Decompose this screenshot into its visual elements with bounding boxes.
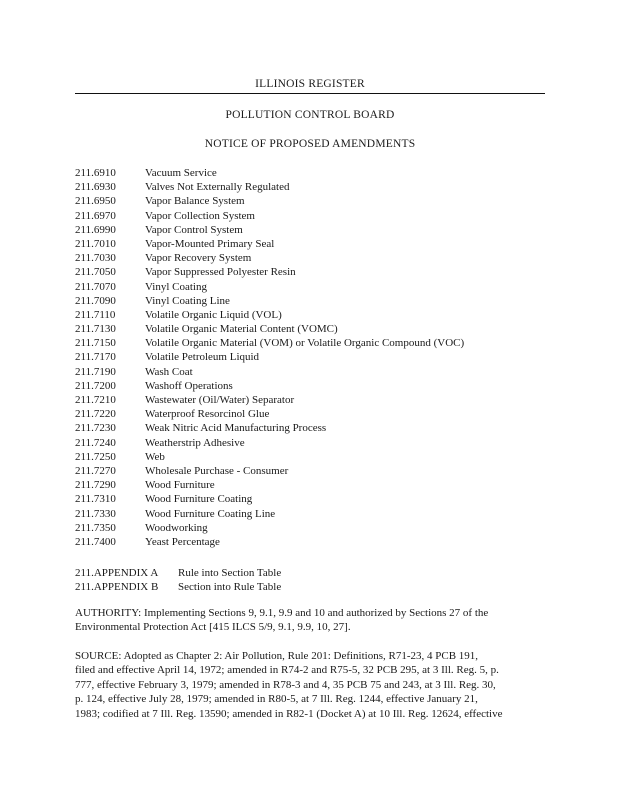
section-number: 211.6930: [75, 181, 116, 194]
section-title: Vapor Recovery System: [145, 252, 252, 265]
section-number: 211.6990: [75, 223, 116, 236]
section-title: Vapor Suppressed Polyester Resin: [145, 266, 296, 279]
appendix-row: [75, 566, 555, 580]
source-line: 777, effective February 3, 1979; amended in R78-3 and 4, 35 PCB 75 and 243, at 3 Ill. Reg. 30,: [75, 678, 496, 691]
section-row: [75, 379, 555, 393]
section-number: 211.7330: [75, 507, 116, 520]
header-rule: [75, 93, 545, 94]
section-number: 211.7110: [75, 308, 116, 321]
section-title: Valves Not Externally Regulated: [145, 181, 290, 194]
source-line: SOURCE: Adopted as Chapter 2: Air Pollution, Rule 201: Definitions, R71-23, 4 PCB 191,: [75, 650, 479, 662]
section-number: 211.7150: [75, 337, 116, 350]
section-number: 211.7230: [75, 422, 116, 435]
section-row: [75, 407, 555, 421]
source-line: 1983; codified at 7 Ill. Reg. 13590; amended in R82-1 (Docket A) at 10 Ill. Reg. 12624, effective: [75, 707, 503, 720]
section-list: [75, 166, 555, 549]
section-title: Wash Coat: [145, 365, 193, 378]
section-title: Wood Furniture: [145, 479, 215, 492]
section-row: [75, 535, 555, 549]
section-row: [75, 294, 555, 308]
section-title: Web: [145, 450, 165, 463]
authority-paragraph: [75, 606, 545, 635]
section-title: Vapor Balance System: [145, 195, 245, 208]
board-title: POLLUTION CONTROL BOARD: [225, 109, 395, 121]
section-row: [75, 464, 555, 478]
section-number: 211.6910: [75, 167, 116, 179]
section-title: Waterproof Resorcinol Glue: [145, 408, 270, 421]
section-title: Wholesale Purchase - Consumer: [145, 464, 289, 477]
section-title: Volatile Organic Liquid (VOL): [145, 308, 282, 321]
section-title: Vinyl Coating: [145, 280, 207, 293]
section-row: [75, 436, 555, 450]
section-row: [75, 280, 555, 294]
section-row: [75, 450, 555, 464]
section-number: 211.7290: [75, 479, 116, 492]
section-title: Washoff Operations: [145, 379, 233, 392]
section-number: 211.7170: [75, 351, 116, 364]
section-number: 211.7210: [75, 394, 116, 406]
section-row: [75, 478, 555, 492]
section-number: 211.7090: [75, 294, 116, 307]
section-number: 211.7350: [75, 521, 116, 534]
section-title: Volatile Organic Material Content (VOMC): [145, 323, 338, 336]
section-title: Section into Rule Table: [178, 581, 282, 594]
section-number: 211.7050: [75, 266, 116, 279]
section-number: 211.7250: [75, 450, 116, 463]
section-number: 211.7310: [75, 493, 116, 506]
section-number: 211.7010: [75, 237, 116, 250]
source-paragraph: [75, 649, 545, 721]
section-number: 211.7200: [75, 379, 116, 392]
section-number: 211.APPENDIX B: [75, 581, 159, 594]
source-line: filed and effective April 14, 1972; amended in R74-2 and R75-5, 32 PCB 295, at 3 Ill. Reg. 5, p.: [75, 664, 499, 677]
section-title: Volatile Petroleum Liquid: [145, 351, 260, 364]
appendix-list: [75, 566, 555, 594]
section-number: 211.7270: [75, 464, 116, 477]
section-row: [75, 421, 555, 435]
section-title: Wastewater (Oil/Water) Separator: [145, 394, 295, 406]
section-title: Vapor Control System: [145, 223, 243, 236]
section-row: [75, 507, 555, 521]
section-row: [75, 492, 555, 506]
section-title: Vapor Collection System: [145, 209, 255, 222]
section-number: 211.7130: [75, 323, 116, 336]
section-row: [75, 251, 555, 265]
section-title: Vapor-Mounted Primary Seal: [145, 237, 275, 250]
authority-line: Environmental Protection Act [415 ILCS 5/9, 9.1, 9.9, 10, 27].: [75, 621, 351, 634]
appendix-row: [75, 580, 555, 594]
section-number: 211.7030: [75, 252, 116, 265]
section-number: 211.6970: [75, 209, 116, 222]
authority-line: AUTHORITY: Implementing Sections 9, 9.1, 9.9 and 10 and authorized by Sections 27 of the: [75, 607, 489, 619]
section-title: Weak Nitric Acid Manufacturing Process: [145, 422, 327, 435]
section-title: Yeast Percentage: [145, 535, 220, 548]
section-row: [75, 365, 555, 379]
section-row: [75, 322, 555, 336]
section-title: Weatherstrip Adhesive: [145, 436, 245, 449]
section-title: Wood Furniture Coating Line: [145, 507, 276, 520]
section-number: 211.7070: [75, 280, 116, 293]
section-title: Rule into Section Table: [178, 567, 282, 579]
section-title: Woodworking: [145, 521, 208, 534]
section-number: 211.7400: [75, 535, 116, 548]
section-row: [75, 223, 555, 237]
register-header: ILLINOIS REGISTER: [255, 78, 365, 90]
source-line: p. 124, effective July 28, 1979; amended in R80-5, at 7 Ill. Reg. 1244, effective January 21,: [75, 693, 478, 706]
section-row: [75, 209, 555, 223]
section-row: [75, 166, 555, 180]
section-number: 211.6950: [75, 195, 116, 208]
section-row: [75, 521, 555, 535]
section-number: 211.7240: [75, 436, 116, 449]
section-row: [75, 237, 555, 251]
section-number: 211.APPENDIX A: [75, 567, 159, 579]
notice-title: NOTICE OF PROPOSED AMENDMENTS: [204, 138, 416, 150]
section-title: Wood Furniture Coating: [145, 493, 253, 506]
section-row: [75, 350, 555, 364]
section-row: [75, 393, 555, 407]
section-row: [75, 180, 555, 194]
section-title: Vacuum Service: [145, 167, 217, 179]
section-number: 211.7190: [75, 365, 116, 378]
section-title: Vinyl Coating Line: [145, 294, 230, 307]
section-title: Volatile Organic Material (VOM) or Volatile Organic Compound (VOC): [145, 337, 465, 350]
section-row: [75, 265, 555, 279]
section-row: [75, 308, 555, 322]
section-row: [75, 194, 555, 208]
section-number: 211.7220: [75, 408, 116, 421]
section-row: [75, 336, 555, 350]
